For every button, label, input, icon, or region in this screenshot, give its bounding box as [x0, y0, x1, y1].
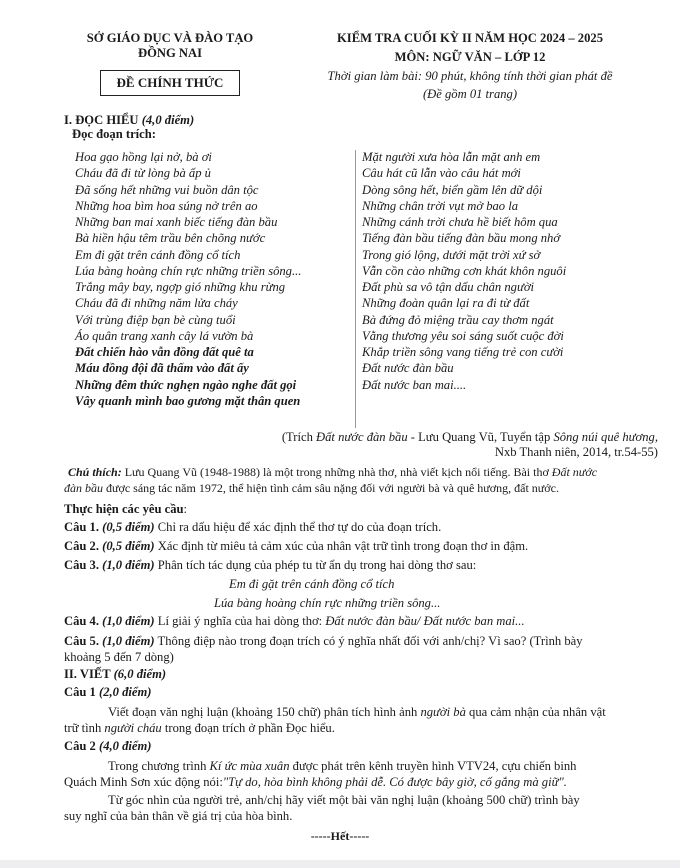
poem-line: Trong gió lộng, dưới mặt trời xứ sở: [362, 247, 541, 262]
question-label: Câu 4.: [64, 614, 99, 628]
question-points: (1,0 điểm): [102, 558, 155, 572]
essay-q2-line3: Từ góc nhìn của người trẻ, anh/chị hãy viết một bài văn nghị luận (khoảng 500 chữ) trình bày: [108, 793, 580, 807]
exam-pages-note: (Đề gồm 01 trang): [422, 87, 518, 101]
poem-line: Cháu đã đi từ lòng bà ấp ủ: [75, 166, 211, 181]
note-line2: [64, 481, 559, 496]
poem-line-bold: Đất chiến hào vẫn đồng đất quê ta: [75, 345, 254, 359]
poem-line: Vằng thương yêu soi sáng suốt cuộc đời: [362, 328, 564, 343]
poem-line: Lúa bàng hoàng chín rực những triền sông...: [75, 263, 302, 278]
question-points: (1,0 điểm): [102, 634, 155, 648]
note-label: Chú thích:: [68, 465, 122, 479]
exam-subject: MÔN: NGỮ VĂN – LỚP 12: [394, 50, 546, 64]
citation-prefix: (Trích: [281, 430, 317, 444]
poem-line: Mặt người xưa hòa lẫn mặt anh em: [362, 150, 541, 164]
part1-heading: [64, 113, 194, 128]
question-3: [64, 558, 476, 573]
poem-line: Vẫn cồn cào những cơn khát khôn nguôi: [362, 263, 567, 278]
question-label: Câu 3.: [64, 558, 99, 572]
emphasis: Kí ức mùa xuân: [209, 759, 290, 773]
poem-line-bold: Những đêm thức nghẹn ngào nghe đất gọi: [75, 377, 297, 392]
citation-collection: Sông núi quê hương,: [553, 430, 658, 444]
note-work: Đất nước: [551, 465, 598, 479]
text: trong đoạn trích ở phần Đọc hiểu.: [161, 721, 335, 735]
question-text: Thông điệp nào trong đoạn trích có ý nghĩa nhất đối với anh/chị? Vì sao? (Trình bày: [154, 634, 583, 648]
question-1: [64, 520, 441, 535]
note-text: Lưu Quang Vũ (1948-1988) là một trong những nhà thơ, nhà viết kịch nổi tiếng. Bài thơ: [121, 465, 552, 479]
essay-q2-line2: [64, 775, 567, 790]
emphasis: người bà: [420, 705, 466, 719]
poem-line-bold: Vây quanh mình bao gương mặt thân quen: [75, 393, 301, 408]
question-points: (4,0 điểm): [99, 739, 152, 753]
q3-quote-line2: Lúa bàng hoàng chín rực những triền sông...: [214, 596, 441, 610]
citation-line1: [282, 430, 658, 445]
poem-line: Dòng sông hết, biển gầm lên dữ dội: [362, 182, 543, 197]
question-label: Câu 1: [64, 685, 96, 699]
part2-heading: [64, 667, 166, 682]
poem-line: Áo quân trang xanh cây lá vườn bà: [75, 328, 254, 343]
question-5: [64, 634, 583, 649]
note-text: được sáng tác năm 1972, thể hiện tình cảm sâu nặng đối với người bà và quê hương, đất nước.: [103, 481, 559, 495]
citation-line2: Nxb Thanh niên, 2014, tr.54-55): [494, 445, 658, 459]
official-exam-label: ĐỀ CHÍNH THỨC: [100, 70, 240, 96]
poem-line: Những đoàn quân lại ra đi từ đất: [362, 296, 530, 311]
question-2: [64, 539, 528, 554]
poem-line: Những chân trời vụt mở bao la: [362, 198, 519, 213]
emphasis: người cháu: [104, 721, 162, 735]
poem-line: Đất nước ban mai....: [362, 377, 467, 392]
poem-line: Em đi gặt trên cánh đồng cổ tích: [75, 247, 241, 262]
poem-line: Bà hiền hậu têm trầu bên chõng nước: [75, 231, 266, 246]
poem-line: Cháu đã đi những năm lửa cháy: [75, 296, 238, 311]
part1-points: (4,0 điểm): [141, 113, 195, 127]
poem-line: Bà đứng đỏ miệng trầu cay thơm ngát: [362, 312, 554, 327]
poem-line: Tiếng đàn bầu tiếng đàn bầu mong nhớ: [362, 231, 561, 246]
question-text: Chỉ ra dấu hiệu để xác định thể thơ tự do của đoạn trích.: [154, 520, 442, 534]
poem-line: Đất nước đàn bầu: [362, 361, 454, 376]
question-text: Lí giải ý nghĩa của hai dòng thơ:: [154, 614, 326, 628]
essay-q2-line4: suy nghĩ của bản thân về giá trị của hòa bình.: [64, 809, 293, 823]
essay-q1-heading: [64, 685, 151, 700]
question-quote: Đất nước đàn bầu/ Đất nước ban mai...: [325, 614, 525, 628]
part2-title: II. VIẾT: [64, 667, 111, 681]
department-province: ĐỒNG NAI: [137, 46, 203, 60]
text: được phát trên kênh truyền hình VTV24, cựu chiến binh: [289, 759, 577, 773]
poem-line-bold: Máu đồng đội đã thấm vào đất ấy: [75, 361, 249, 376]
poem-line: Hoa gạo hồng lại nở, bà ơi: [75, 150, 212, 164]
text: Quách Minh Sơn xúc động nói:: [64, 775, 223, 789]
poem-right-column: [362, 149, 566, 393]
poem-line: Khắp triền sông vang tiếng trẻ con cười: [362, 345, 564, 359]
text: trữ tình: [64, 721, 105, 735]
end-mark: -----Hết-----: [310, 829, 370, 843]
part1-title: I. ĐỌC HIỂU: [64, 113, 139, 127]
note-line1: [68, 465, 597, 480]
question-points: (2,0 điểm): [99, 685, 152, 699]
poem-line: Những cánh trời chưa hề biết hôm qua: [362, 215, 558, 229]
exam-time-note: Thời gian làm bài: 90 phút, không tính thời gian phát đề: [327, 69, 613, 83]
question-4: [64, 614, 525, 629]
reading-intro: Đọc đoạn trích:: [72, 127, 156, 141]
q3-quote-line1: Em đi gặt trên cánh đồng cổ tích: [229, 577, 395, 591]
question-text: Phân tích tác dụng của phép tu từ ẩn dụ trong hai dòng thơ sau:: [154, 558, 477, 572]
part2-points: (6,0 điểm): [113, 667, 167, 681]
department-name: SỞ GIÁO DỤC VÀ ĐÀO TẠO: [86, 31, 254, 45]
poem-line: Đã sống hết những vui buồn dân tộc: [75, 182, 259, 197]
citation-work: Đất nước đàn bầu: [316, 430, 408, 444]
poem-line: Câu hát cũ lẫn vào câu hát mới: [362, 166, 521, 181]
poem-line: Trắng mây bay, ngợp gió những khu rừng: [75, 280, 286, 294]
question-points: (0,5 điểm): [102, 539, 155, 553]
text: Viết đoạn văn nghị luận (khoảng 150 chữ) phân tích hình ảnh: [108, 705, 421, 719]
question-label: Câu 5.: [64, 634, 99, 648]
poem-left-column: [75, 149, 301, 409]
poem-line: Những hoa bìm hoa súng nở trên ao: [75, 198, 258, 213]
page-bottom-edge: [0, 860, 680, 868]
tasks-colon: :: [183, 502, 187, 516]
question-5-cont: khoảng 5 đến 7 dòng): [64, 650, 174, 664]
poem-line: Với trùng điệp bạn bè cùng tuổi: [75, 312, 236, 327]
tasks-heading: [64, 502, 187, 517]
question-points: (1,0 điểm): [102, 614, 155, 628]
note-work: đàn bầu: [64, 481, 103, 495]
question-label: Câu 1.: [64, 520, 99, 534]
question-text: Xác định từ miêu tả cảm xúc của nhân vật trữ tình trong đoạn thơ in đậm.: [154, 539, 529, 553]
exam-title: KIỂM TRA CUỐI KỲ II NĂM HỌC 2024 – 2025: [337, 31, 603, 45]
poem-column-divider: [355, 150, 356, 428]
text: Trong chương trình: [108, 759, 210, 773]
poem-line: Những ban mai xanh biếc tiếng đàn bầu: [75, 215, 278, 229]
tasks-heading-text: Thực hiện các yêu cầu: [64, 502, 184, 516]
quote: "Tự do, hòa bình không phải dễ. Có được bây giờ, cố gắng mà giữ".: [222, 775, 567, 789]
essay-q2-heading: [64, 739, 151, 754]
essay-q2-line1: [108, 759, 576, 774]
essay-q1-line1: [108, 705, 606, 720]
question-label: Câu 2: [64, 739, 96, 753]
poem-line: Đất phù sa vô tận dấu chân người: [362, 280, 535, 294]
citation-middle: - Lưu Quang Vũ, Tuyển tập: [407, 430, 554, 444]
essay-q1-line2: [64, 721, 335, 736]
question-label: Câu 2.: [64, 539, 99, 553]
question-points: (0,5 điểm): [102, 520, 155, 534]
text: qua cảm nhận của nhân vật: [465, 705, 606, 719]
